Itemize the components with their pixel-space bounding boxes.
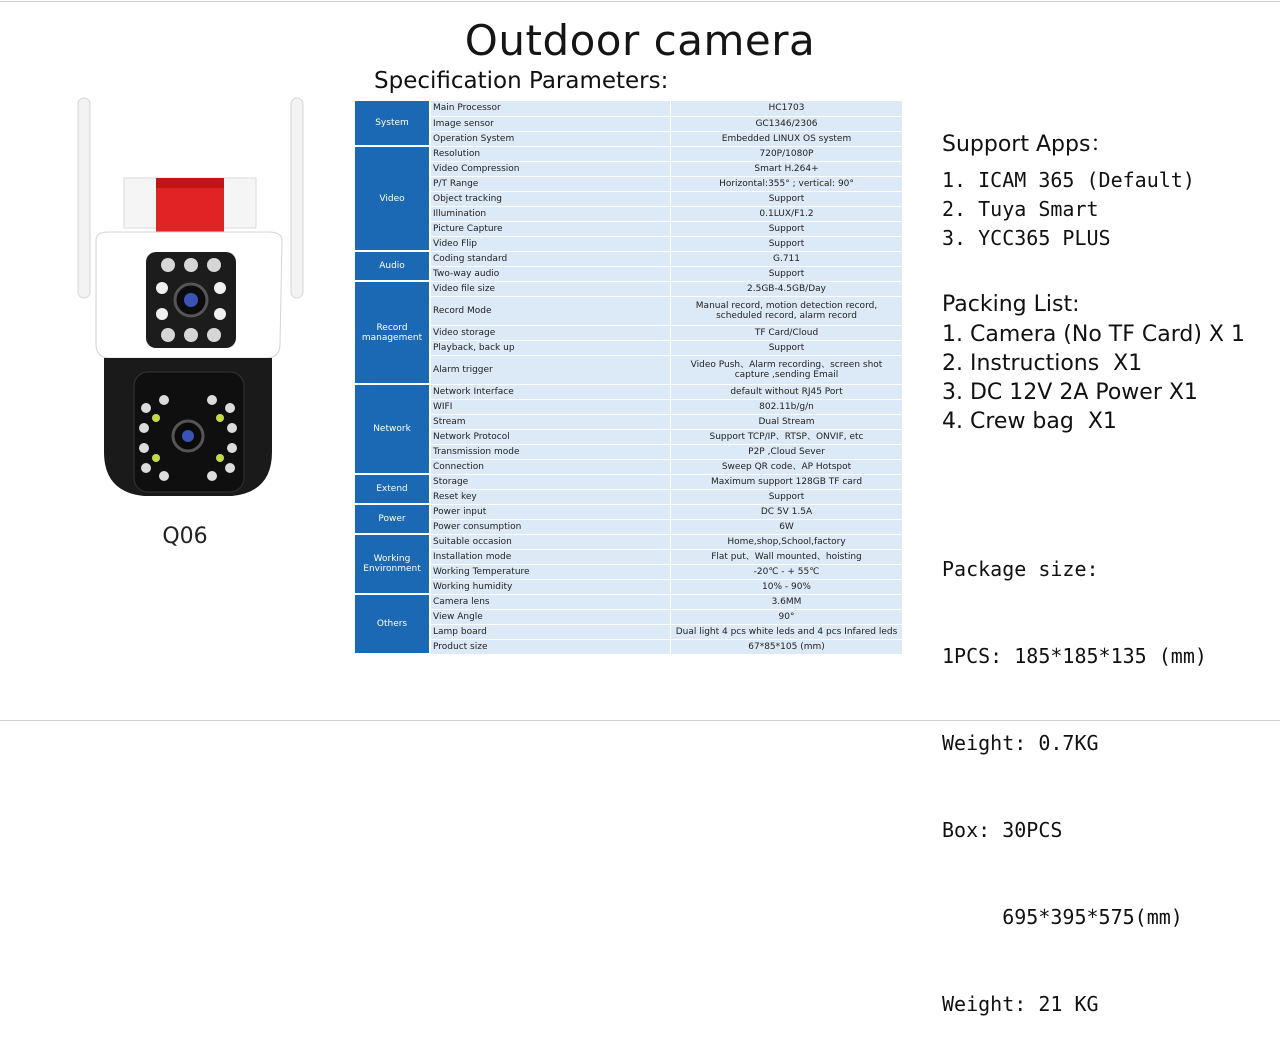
spec-key: Video Flip [430,236,671,251]
specification-table [355,101,902,655]
spec-key: Stream [430,414,671,429]
spec-value: Horizontal:355° ; vertical: 90° [671,176,903,191]
packing-item: 3. DC 12V 2A Power X1 [942,380,1198,405]
spec-key: Resolution [430,146,671,161]
spec-row [355,444,902,459]
spec-key: Illumination [430,206,671,221]
app-item: 2. Tuya Smart [942,197,1099,221]
spec-value: Embedded LINUX OS system [671,131,903,146]
spec-value: Dual Stream [671,414,903,429]
spec-key: Object tracking [430,191,671,206]
spec-value: Video Push、Alarm recording、screen shot capture ,sending Email [671,355,903,384]
spec-row [355,399,902,414]
spec-group-label: Video [355,146,430,251]
spec-group-label: Others [355,594,430,654]
spec-key: Operation System [430,131,671,146]
spec-key: Video file size [430,281,671,296]
spec-value: 720P/1080P [671,146,903,161]
spec-row [355,116,902,131]
spec-value: Flat put、Wall mounted、hoisting [671,549,903,564]
spec-key: Playback, back up [430,340,671,355]
spec-value: GC1346/2306 [671,116,903,131]
spec-row [355,624,902,639]
spec-row [355,534,902,549]
spec-key: Network Protocol [430,429,671,444]
top-divider [0,1,1280,2]
spec-value: G.711 [671,251,903,266]
spec-row [355,504,902,519]
bottom-divider [0,720,1280,721]
spec-row [355,594,902,609]
packing-item: 1. Camera (No TF Card) X 1 [942,322,1245,347]
spec-row [355,236,902,251]
spec-group-label: Extend [355,474,430,504]
spec-key: View Angle [430,609,671,624]
spec-value: Smart H.264+ [671,161,903,176]
spec-subtitle: Specification Parameters: [374,68,669,94]
spec-row [355,429,902,444]
spec-row [355,281,902,296]
spec-row [355,251,902,266]
spec-row [355,579,902,594]
spec-value: 10% - 90% [671,579,903,594]
spec-row [355,609,902,624]
spec-row [355,474,902,489]
spec-value: Maximum support 128GB TF card [671,474,903,489]
package-line: Weight: 0.7KG [942,731,1099,755]
packing-list [942,320,1245,436]
spec-row [355,101,902,116]
spec-value: TF Card/Cloud [671,325,903,340]
model-label: Q06 [162,524,208,549]
spec-row [355,519,902,534]
spec-value: 67*85*105 (mm) [671,639,903,654]
spec-value: 802.11b/g/n [671,399,903,414]
support-apps-list [942,166,1195,253]
spec-row [355,161,902,176]
package-size-heading: Package size: [942,557,1099,581]
spec-group-label: Network [355,384,430,474]
spec-key: Main Processor [430,101,671,116]
spec-key: Record Mode [430,296,671,325]
spec-value: 2.5GB-4.5GB/Day [671,281,903,296]
spec-row [355,176,902,191]
spec-value: Support [671,221,903,236]
spec-row [355,384,902,399]
spec-value: P2P ,Cloud Sever [671,444,903,459]
spec-value: Support [671,236,903,251]
spec-row [355,340,902,355]
spec-group-label: Working Environment [355,534,430,594]
spec-value: Dual light 4 pcs white leds and 4 pcs Infared leds [671,624,903,639]
spec-row [355,639,902,654]
spec-key: Connection [430,459,671,474]
spec-key: Suitable occasion [430,534,671,549]
packing-item: 2. Instructions X1 [942,351,1143,376]
spec-key: Video Compression [430,161,671,176]
spec-key: Installation mode [430,549,671,564]
package-info [942,497,1207,1048]
package-line: Weight: 21 KG [942,992,1099,1016]
spec-row [355,221,902,236]
spec-group-label: Record management [355,281,430,384]
spec-row [355,146,902,161]
spec-value: 3.6MM [671,594,903,609]
spec-key: Alarm trigger [430,355,671,384]
spec-row [355,564,902,579]
spec-key: Coding standard [430,251,671,266]
app-item: 3. YCC365 PLUS [942,226,1111,250]
spec-row [355,489,902,504]
spec-key: Camera lens [430,594,671,609]
spec-value: Manual record, motion detection record, scheduled record, alarm record [671,296,903,325]
package-line: Box: 30PCS [942,818,1063,842]
camera-product-image [60,72,316,520]
spec-key: Power consumption [430,519,671,534]
spec-key: Transmission mode [430,444,671,459]
spec-value: HC1703 [671,101,903,116]
spec-row [355,206,902,221]
app-item: 1. ICAM 365 (Default) [942,168,1195,192]
spec-value: Support [671,489,903,504]
spec-key: Product size [430,639,671,654]
spec-key: Power input [430,504,671,519]
spec-row [355,131,902,146]
spec-key: Video storage [430,325,671,340]
spec-row [355,325,902,340]
spec-value: Sweep QR code、AP Hotspot [671,459,903,474]
spec-group-label: System [355,101,430,146]
spec-key: Network Interface [430,384,671,399]
spec-value: Support [671,266,903,281]
spec-key: Storage [430,474,671,489]
packing-list-heading: Packing List: [942,292,1080,317]
spec-value: DC 5V 1.5A [671,504,903,519]
page-title: Outdoor camera [464,16,816,65]
spec-value: 90° [671,609,903,624]
spec-group-label: Power [355,504,430,534]
spec-value: default without RJ45 Port [671,384,903,399]
spec-key: Two-way audio [430,266,671,281]
support-apps-heading: Support Apps： [942,132,1113,157]
spec-value: Support [671,191,903,206]
spec-row [355,549,902,564]
spec-key: Working Temperature [430,564,671,579]
spec-value: -20℃ - + 55℃ [671,564,903,579]
spec-row [355,414,902,429]
packing-item: 4. Crew bag X1 [942,409,1117,434]
spec-key: Lamp board [430,624,671,639]
package-line: 695*395*575(mm) [942,905,1183,929]
spec-key: Picture Capture [430,221,671,236]
spec-group-label: Audio [355,251,430,281]
spec-row [355,266,902,281]
spec-row [355,355,902,384]
spec-value: 6W [671,519,903,534]
spec-key: WIFI [430,399,671,414]
spec-row [355,191,902,206]
spec-key: Image sensor [430,116,671,131]
spec-value: Support [671,340,903,355]
spec-row [355,459,902,474]
spec-value: 0.1LUX/F1.2 [671,206,903,221]
spec-value: Support TCP/IP、RTSP、ONVIF, etc [671,429,903,444]
spec-row [355,296,902,325]
package-line: 1PCS: 185*185*135 (mm) [942,644,1207,668]
spec-key: P/T Range [430,176,671,191]
spec-value: Home,shop,School,factory [671,534,903,549]
spec-key: Reset key [430,489,671,504]
spec-key: Working humidity [430,579,671,594]
